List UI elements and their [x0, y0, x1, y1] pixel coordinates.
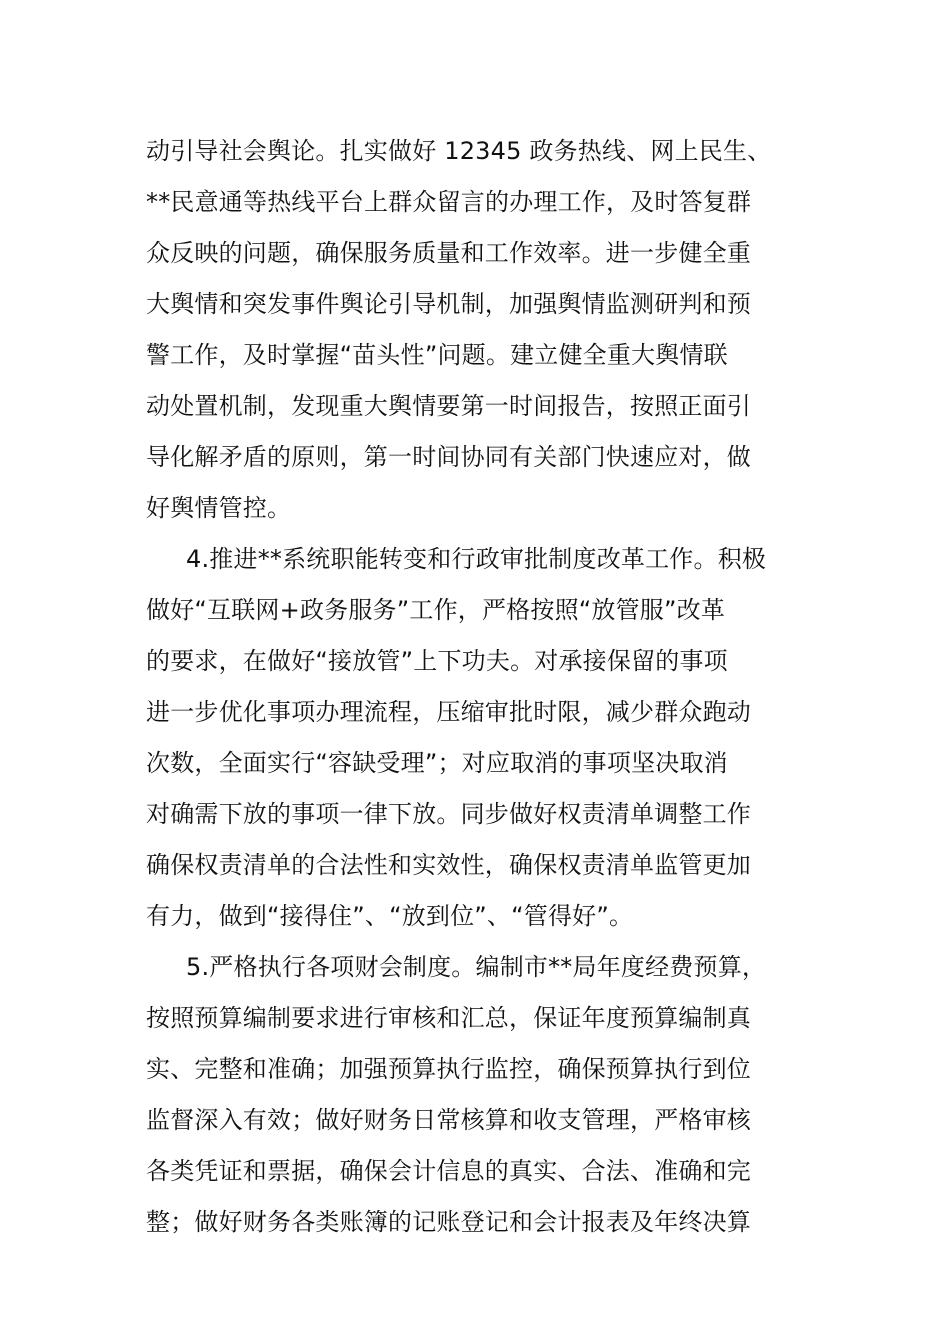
text-line-13: 次数，全面实行“容缺受理”；对应取消的事项坚决取消	[146, 749, 728, 777]
text-line-16: 有力，做到“接得住”、“放到位”、“管得好”。	[146, 902, 634, 930]
text-line-10: 做好“互联网+政务服务”工作，严格按照“放管服”改革	[146, 596, 726, 624]
text-line-21: 各类凭证和票据，确保会计信息的真实、合法、准确和完	[146, 1157, 751, 1185]
document-body	[146, 126, 814, 1248]
text-line-22: 整；做好财务各类账簿的记账登记和会计报表及年终决算	[146, 1208, 751, 1236]
text-line-4: 大舆情和突发事件舆论引导机制，加强舆情监测研判和预	[146, 290, 751, 318]
text-line-18: 按照预算编制要求进行审核和汇总，保证年度预算编制真	[146, 1004, 751, 1032]
text-line-1: 动引导社会舆论。扎实做好 12345 政务热线、网上民生、	[146, 137, 772, 165]
text-line-6: 动处置机制，发现重大舆情要第一时间报告，按照正面引	[146, 392, 751, 420]
text-line-17: 5.严格执行各项财会制度。编制市**局年度经费预算，	[186, 953, 767, 981]
text-line-15: 确保权责清单的合法性和实效性，确保权责清单监管更加	[146, 851, 751, 879]
text-line-12: 进一步优化事项办理流程，压缩审批时限，减少群众跑动	[146, 698, 751, 726]
text-line-20: 监督深入有效；做好财务日常核算和收支管理，严格审核	[146, 1106, 751, 1134]
text-line-9: 4.推进**系统职能转变和行政审批制度改革工作。积极	[186, 545, 767, 573]
text-line-7: 导化解矛盾的原则，第一时间协同有关部门快速应对，做	[146, 443, 751, 471]
text-line-11: 的要求，在做好“接放管”上下功夫。对承接保留的事项	[146, 647, 728, 675]
text-line-19: 实、完整和准确；加强预算执行监控，确保预算执行到位	[146, 1055, 751, 1083]
text-line-2: **民意通等热线平台上群众留言的办理工作，及时答复群	[146, 188, 752, 216]
text-line-5: 警工作，及时掌握“苗头性”问题。建立健全重大舆情联	[146, 341, 728, 369]
text-line-14: 对确需下放的事项一律下放。同步做好权责清单调整工作	[146, 800, 751, 828]
text-line-8: 好舆情管控。	[146, 494, 292, 522]
text-line-3: 众反映的问题，确保服务质量和工作效率。进一步健全重	[146, 239, 751, 267]
